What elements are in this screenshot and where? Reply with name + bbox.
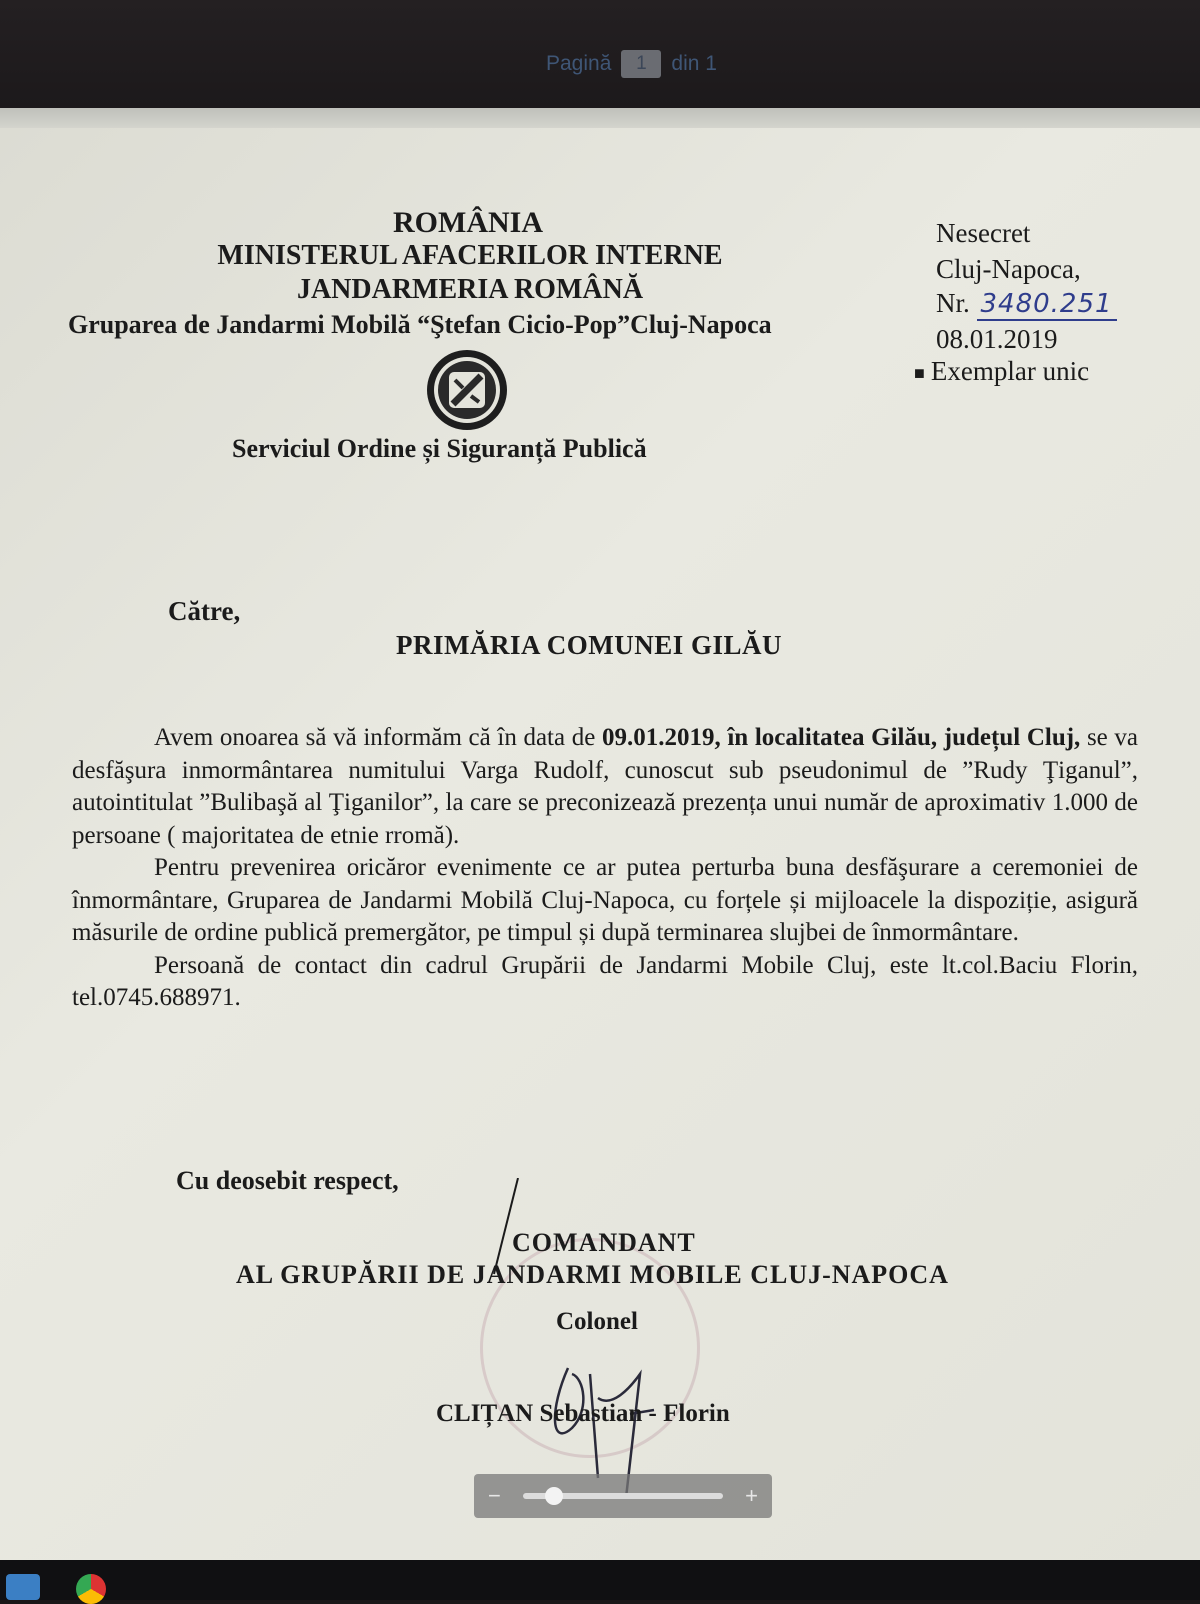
- paragraph-1: [72, 722, 1138, 852]
- header-institution: JANDARMERIA ROMÂNĂ: [296, 274, 644, 305]
- paragraph-3: Persoană de contact din cadrul Grupării de Jandarmi Mobile Cluj, este lt.col.Baciu Florin, tel.0745.688971.: [72, 951, 1138, 1011]
- viewer-border: [0, 108, 1200, 130]
- page-label: Pagină: [546, 52, 612, 75]
- classification: Nesecret: [936, 218, 1031, 248]
- signature-icon: [480, 1178, 700, 1498]
- nr-handwritten: 3480.251: [977, 289, 1117, 321]
- zoom-in-button[interactable]: +: [745, 1483, 758, 1508]
- zoom-out-button[interactable]: −: [488, 1483, 501, 1508]
- page-total: din 1: [671, 52, 717, 75]
- city: Cluj-Napoca,: [936, 254, 1081, 284]
- paragraph-1-bold: 09.01.2019, în localitatea Gilău, județul Cluj,: [601, 724, 1081, 751]
- header-unit: Gruparea de Jandarmi Mobilă “Ştefan Cicio-Pop”Cluj-Napoca: [68, 310, 772, 339]
- registration-number: [936, 288, 1117, 319]
- paragraph-1-lead: Avem onoarea să vă informăm că în data de: [154, 724, 602, 751]
- copy-label: Exemplar unic: [930, 356, 1090, 386]
- document-page: [0, 128, 1200, 1560]
- letter-body: [72, 722, 1138, 1015]
- emblem-icon: [425, 348, 509, 432]
- file-explorer-icon[interactable]: [6, 1574, 40, 1600]
- zoom-slider[interactable]: [523, 1493, 723, 1499]
- signatory-title: COMANDANT: [512, 1228, 696, 1257]
- paragraph-2: Pentru prevenirea oricăror evenimente ce ar putea perturba buna desfăşurare a ceremoniei de înmormântare, Gruparea de Jandarmi Mobilă Cluj-Napoca, cu forțele și mijloacele la dispoziție, asigură măsurile de ordine publică premergător, pe timpul și după terminarea slujbei de înmormântare.: [72, 854, 1138, 946]
- zoom-slider-thumb[interactable]: [545, 1487, 563, 1505]
- signatory-unit: AL GRUPĂRII DE JANDARMI MOBILE CLUJ-NAPOCA: [236, 1260, 949, 1289]
- bullet-icon: ■: [914, 363, 925, 384]
- signatory-name: CLIȚAN Sebastian - Florin: [436, 1400, 730, 1427]
- header-country: ROMÂNIA: [393, 206, 543, 239]
- closing-greeting: Cu deosebit respect,: [176, 1166, 399, 1195]
- salutation: Către,: [168, 596, 241, 626]
- header-ministry: MINISTERUL AFACERILOR INTERNE: [217, 240, 723, 271]
- nr-label: Nr.: [936, 288, 970, 318]
- viewer-toolbar: [0, 0, 1200, 108]
- zoom-control: [474, 1474, 772, 1518]
- recipient-name: PRIMĂRIA COMUNEI GILĂU: [396, 630, 783, 660]
- page-number-input[interactable]: 1: [621, 50, 661, 78]
- copy-note: [914, 356, 1089, 387]
- document-date: 08.01.2019: [936, 324, 1058, 354]
- header-service: Serviciul Ordine și Siguranță Publică: [232, 434, 647, 463]
- paragraph-1-rest: se va desfăşura inmormântarea numitului Varga Rudolf, cunoscut sub pseudonimul de ”Rudy Ţiganul”, autointitulat ”Bulibaşă al Ţiganilor”, la care se preconizează prezența unui număr de aproximativ 1.000 de persoane ( majoritatea de etnie rromă).: [72, 724, 1139, 849]
- page-indicator: [546, 50, 717, 78]
- taskbar: [0, 1560, 1200, 1600]
- signatory-rank: Colonel: [556, 1308, 638, 1335]
